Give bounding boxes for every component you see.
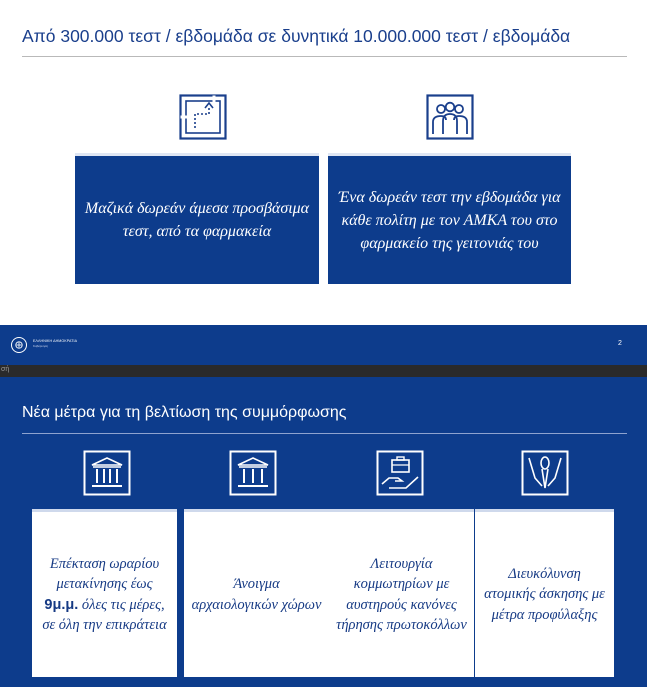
slide-2-title: Νέα μέτρα για τη βελτίωση της συμμόρφωσης bbox=[22, 404, 347, 421]
free-tests-pharmacies-box: Μαζικά δωρεάν άμεσα προσβάσιμα τεστ, από τα φαρμακεία bbox=[75, 153, 319, 284]
exercise-card bbox=[475, 509, 614, 677]
page-number: 2 bbox=[618, 340, 622, 347]
archaeological-sites-text: Άνοιγμα αρχαιολογικών χώρων bbox=[191, 576, 322, 613]
hairdressers-card bbox=[329, 509, 474, 677]
slide-1-title: Από 300.000 τεστ / εβδομάδα σε δυνητικά 10.000.000 τεστ / εβδομάδα bbox=[22, 26, 571, 46]
museum-icon bbox=[229, 450, 277, 501]
weekly-free-test-box: Ένα δωρεάν τεστ την εβδομάδα για κάθε πολίτη με τον ΑΜΚΑ του στο φαρμακείο της γειτονιάς του bbox=[328, 153, 571, 284]
organization-name: ΕΛΛΗΝΙΚΗ ΔΗΜΟΚΡΑΤΙΑ bbox=[33, 339, 78, 343]
dark-band bbox=[0, 365, 647, 377]
curfew-extension-card bbox=[32, 509, 177, 677]
band-text: σή bbox=[1, 366, 10, 373]
organization-subtitle: Κυβέρνηση bbox=[33, 344, 49, 348]
title-divider bbox=[22, 433, 627, 434]
hairdressers-text: Λειτουργία κομμωτηρίων με αυστηρούς κανόνες τήρησης πρωτοκόλλων bbox=[336, 555, 467, 633]
slide-2 bbox=[0, 325, 647, 687]
slide-1 bbox=[0, 0, 647, 325]
hand-briefcase-icon bbox=[376, 450, 424, 501]
title-divider bbox=[22, 56, 627, 57]
greek-republic-emblem-icon bbox=[11, 337, 27, 353]
curfew-text-part: όλες τις μέρες, σε όλη την επικράτεια bbox=[42, 596, 167, 633]
archaeological-sites-card bbox=[184, 509, 329, 677]
route-map-icon bbox=[179, 94, 227, 145]
group-people-icon bbox=[426, 94, 474, 145]
curfew-extension-text bbox=[38, 554, 171, 636]
torch-hands-icon bbox=[521, 450, 569, 501]
exercise-text: Διευκόλυνση ατομικής άσκησης με μέτρα προφύλαξης bbox=[484, 565, 605, 623]
slide-header bbox=[0, 325, 647, 365]
curfew-text-part: Επέκταση ωραρίου μετακίνησης έως bbox=[49, 555, 160, 592]
curfew-time: 9μ.μ. bbox=[44, 596, 79, 613]
institution-icon bbox=[83, 450, 131, 501]
